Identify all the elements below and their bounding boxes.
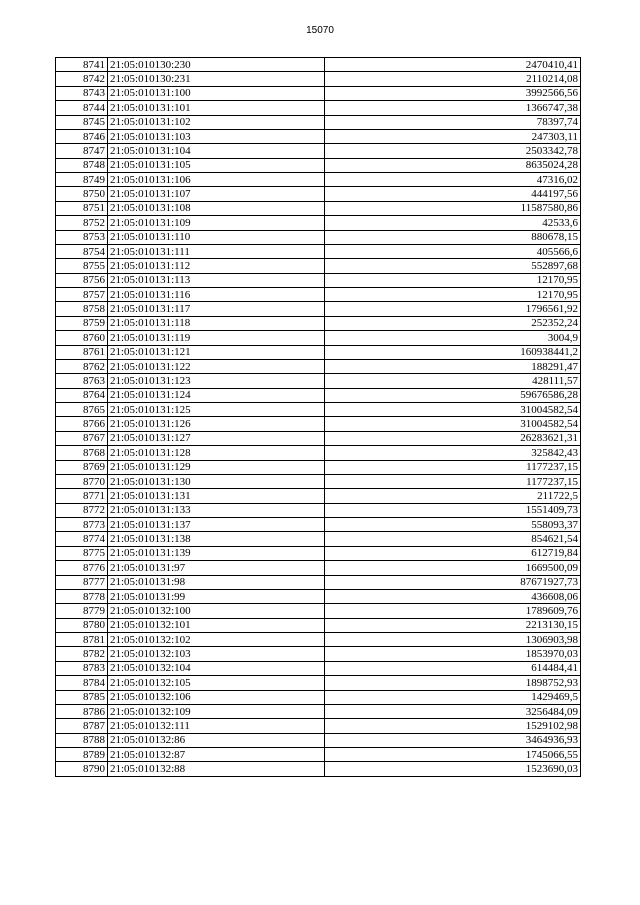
- cadastral-value-cell: 2470410,41: [325, 58, 581, 72]
- cadastral-value-cell: 1789609,76: [325, 604, 581, 618]
- row-number-cell: 8787: [56, 719, 108, 733]
- cadastral-number-cell: 21:05:010131:133: [108, 503, 325, 517]
- table-row: [56, 158, 581, 172]
- row-number-cell: 8759: [56, 316, 108, 330]
- table-row: [56, 633, 581, 647]
- cadastral-value-cell: 59676586,28: [325, 388, 581, 402]
- table-row: [56, 762, 581, 776]
- cadastral-number-cell: 21:05:010132:111: [108, 719, 325, 733]
- cadastral-number-cell: 21:05:010131:128: [108, 446, 325, 460]
- cadastral-number-cell: 21:05:010132:100: [108, 604, 325, 618]
- row-number-cell: 8776: [56, 561, 108, 575]
- cadastral-number-cell: 21:05:010131:101: [108, 101, 325, 115]
- cadastral-number-cell: 21:05:010131:98: [108, 575, 325, 589]
- table-row: [56, 446, 581, 460]
- cadastral-value-cell: 2213130,15: [325, 618, 581, 632]
- table-row: [56, 259, 581, 273]
- cadastral-value-cell: 612719,84: [325, 546, 581, 560]
- table-row: [56, 374, 581, 388]
- table-row: [56, 288, 581, 302]
- row-number-cell: 8764: [56, 388, 108, 402]
- row-number-cell: 8746: [56, 129, 108, 143]
- table-row: [56, 532, 581, 546]
- cadastral-value-cell: 11587580,86: [325, 201, 581, 215]
- cadastral-number-cell: 21:05:010131:105: [108, 158, 325, 172]
- cadastral-number-cell: 21:05:010131:131: [108, 489, 325, 503]
- row-number-cell: 8762: [56, 359, 108, 373]
- table-row: [56, 589, 581, 603]
- row-number-cell: 8743: [56, 86, 108, 100]
- cadastral-number-cell: 21:05:010131:116: [108, 288, 325, 302]
- table-row: [56, 575, 581, 589]
- cadastral-value-cell: 3004,9: [325, 331, 581, 345]
- table-row: [56, 690, 581, 704]
- cadastral-value-cell: 1551409,73: [325, 503, 581, 517]
- row-number-cell: 8781: [56, 633, 108, 647]
- cadastral-number-cell: 21:05:010131:99: [108, 589, 325, 603]
- cadastral-value-cell: 614484,41: [325, 661, 581, 675]
- row-number-cell: 8784: [56, 676, 108, 690]
- table-row: [56, 647, 581, 661]
- row-number-cell: 8760: [56, 331, 108, 345]
- row-number-cell: 8741: [56, 58, 108, 72]
- row-number-cell: 8771: [56, 489, 108, 503]
- row-number-cell: 8786: [56, 704, 108, 718]
- table-row: [56, 474, 581, 488]
- table-row: [56, 431, 581, 445]
- table-row: [56, 403, 581, 417]
- cadastral-value-cell: 160938441,2: [325, 345, 581, 359]
- cadastral-value-cell: 1745066,55: [325, 748, 581, 762]
- cadastral-number-cell: 21:05:010131:109: [108, 216, 325, 230]
- table-row: [56, 503, 581, 517]
- row-number-cell: 8749: [56, 173, 108, 187]
- table-row: [56, 101, 581, 115]
- cadastral-value-cell: 87671927,73: [325, 575, 581, 589]
- cadastral-number-cell: 21:05:010132:87: [108, 748, 325, 762]
- cadastral-number-cell: 21:05:010131:126: [108, 417, 325, 431]
- table-row: [56, 216, 581, 230]
- cadastral-value-cell: 436608,06: [325, 589, 581, 603]
- row-number-cell: 8777: [56, 575, 108, 589]
- table-row: [56, 244, 581, 258]
- table-row: [56, 86, 581, 100]
- cadastral-number-cell: 21:05:010131:112: [108, 259, 325, 273]
- row-number-cell: 8761: [56, 345, 108, 359]
- table-row: [56, 345, 581, 359]
- cadastral-number-cell: 21:05:010131:102: [108, 115, 325, 129]
- row-number-cell: 8779: [56, 604, 108, 618]
- cadastral-value-cell: 12170,95: [325, 273, 581, 287]
- row-number-cell: 8782: [56, 647, 108, 661]
- table-row: [56, 302, 581, 316]
- cadastral-value-cell: 247303,11: [325, 129, 581, 143]
- cadastral-number-cell: 21:05:010131:97: [108, 561, 325, 575]
- row-number-cell: 8767: [56, 431, 108, 445]
- cadastral-number-cell: 21:05:010131:108: [108, 201, 325, 215]
- cadastral-number-cell: 21:05:010132:106: [108, 690, 325, 704]
- cadastral-value-cell: 12170,95: [325, 288, 581, 302]
- table-row: [56, 273, 581, 287]
- table-row: [56, 489, 581, 503]
- cadastral-value-cell: 1306903,98: [325, 633, 581, 647]
- cadastral-value-cell: 1796561,92: [325, 302, 581, 316]
- cadastral-number-cell: 21:05:010131:125: [108, 403, 325, 417]
- row-number-cell: 8754: [56, 244, 108, 258]
- cadastral-value-cell: 211722,5: [325, 489, 581, 503]
- row-number-cell: 8775: [56, 546, 108, 560]
- cadastral-number-cell: 21:05:010131:121: [108, 345, 325, 359]
- table-row: [56, 661, 581, 675]
- page-number: 15070: [306, 25, 334, 36]
- table-row: [56, 618, 581, 632]
- cadastral-number-cell: 21:05:010131:130: [108, 474, 325, 488]
- cadastral-number-cell: 21:05:010131:137: [108, 518, 325, 532]
- table-row: [56, 187, 581, 201]
- row-number-cell: 8770: [56, 474, 108, 488]
- row-number-cell: 8778: [56, 589, 108, 603]
- row-number-cell: 8774: [56, 532, 108, 546]
- table-row: [56, 733, 581, 747]
- cadastral-number-cell: 21:05:010132:105: [108, 676, 325, 690]
- cadastral-number-cell: 21:05:010132:86: [108, 733, 325, 747]
- cadastral-value-cell: 325842,43: [325, 446, 581, 460]
- table-row: [56, 201, 581, 215]
- table-row: [56, 719, 581, 733]
- cadastral-number-cell: 21:05:010131:100: [108, 86, 325, 100]
- cadastral-number-cell: 21:05:010132:101: [108, 618, 325, 632]
- cadastral-value-cell: 31004582,54: [325, 403, 581, 417]
- table-row: [56, 331, 581, 345]
- cadastral-value-cell: 31004582,54: [325, 417, 581, 431]
- cadastral-value-cell: 1177237,15: [325, 460, 581, 474]
- cadastral-value-table: [55, 57, 581, 777]
- cadastral-value-cell: 1529102,98: [325, 719, 581, 733]
- cadastral-value-cell: 3464936,93: [325, 733, 581, 747]
- cadastral-number-cell: 21:05:010131:110: [108, 230, 325, 244]
- cadastral-value-cell: 252352,24: [325, 316, 581, 330]
- cadastral-number-cell: 21:05:010132:104: [108, 661, 325, 675]
- table-row: [56, 58, 581, 72]
- row-number-cell: 8769: [56, 460, 108, 474]
- cadastral-number-cell: 21:05:010131:113: [108, 273, 325, 287]
- cadastral-value-cell: 2110214,08: [325, 72, 581, 86]
- cadastral-number-cell: 21:05:010132:102: [108, 633, 325, 647]
- row-number-cell: 8756: [56, 273, 108, 287]
- row-number-cell: 8783: [56, 661, 108, 675]
- cadastral-value-cell: 3992566,56: [325, 86, 581, 100]
- table-row: [56, 460, 581, 474]
- row-number-cell: 8748: [56, 158, 108, 172]
- row-number-cell: 8768: [56, 446, 108, 460]
- cadastral-value-cell: 552897,68: [325, 259, 581, 273]
- cadastral-number-cell: 21:05:010131:118: [108, 316, 325, 330]
- cadastral-number-cell: 21:05:010132:88: [108, 762, 325, 776]
- row-number-cell: 8765: [56, 403, 108, 417]
- cadastral-number-cell: 21:05:010130:231: [108, 72, 325, 86]
- cadastral-number-cell: 21:05:010131:129: [108, 460, 325, 474]
- table-row: [56, 115, 581, 129]
- cadastral-number-cell: 21:05:010131:103: [108, 129, 325, 143]
- cadastral-value-cell: 42533,6: [325, 216, 581, 230]
- cadastral-value-cell: 8635024,28: [325, 158, 581, 172]
- cadastral-number-cell: 21:05:010130:230: [108, 58, 325, 72]
- cadastral-value-cell: 558093,37: [325, 518, 581, 532]
- row-number-cell: 8742: [56, 72, 108, 86]
- row-number-cell: 8750: [56, 187, 108, 201]
- row-number-cell: 8773: [56, 518, 108, 532]
- cadastral-value-cell: 188291,47: [325, 359, 581, 373]
- cadastral-value-cell: 444197,56: [325, 187, 581, 201]
- table-row: [56, 417, 581, 431]
- row-number-cell: 8790: [56, 762, 108, 776]
- cadastral-value-cell: 880678,15: [325, 230, 581, 244]
- cadastral-number-cell: 21:05:010131:119: [108, 331, 325, 345]
- row-number-cell: 8772: [56, 503, 108, 517]
- cadastral-number-cell: 21:05:010132:103: [108, 647, 325, 661]
- row-number-cell: 8751: [56, 201, 108, 215]
- row-number-cell: 8780: [56, 618, 108, 632]
- cadastral-value-cell: 1898752,93: [325, 676, 581, 690]
- cadastral-value-cell: 428111,57: [325, 374, 581, 388]
- table-row: [56, 129, 581, 143]
- row-number-cell: 8785: [56, 690, 108, 704]
- table-row: [56, 359, 581, 373]
- table-row: [56, 604, 581, 618]
- cadastral-value-cell: 26283621,31: [325, 431, 581, 445]
- row-number-cell: 8789: [56, 748, 108, 762]
- cadastral-number-cell: 21:05:010131:122: [108, 359, 325, 373]
- cadastral-value-cell: 1853970,03: [325, 647, 581, 661]
- cadastral-value-cell: 3256484,09: [325, 704, 581, 718]
- cadastral-number-cell: 21:05:010131:117: [108, 302, 325, 316]
- cadastral-value-cell: 1669500,09: [325, 561, 581, 575]
- table-row: [56, 748, 581, 762]
- row-number-cell: 8758: [56, 302, 108, 316]
- table-row: [56, 316, 581, 330]
- row-number-cell: 8757: [56, 288, 108, 302]
- table-row: [56, 518, 581, 532]
- row-number-cell: 8755: [56, 259, 108, 273]
- cadastral-value-cell: 78397,74: [325, 115, 581, 129]
- cadastral-value-cell: 1523690,03: [325, 762, 581, 776]
- cadastral-number-cell: 21:05:010131:124: [108, 388, 325, 402]
- table-row: [56, 388, 581, 402]
- table-row: [56, 546, 581, 560]
- row-number-cell: 8753: [56, 230, 108, 244]
- row-number-cell: 8788: [56, 733, 108, 747]
- row-number-cell: 8763: [56, 374, 108, 388]
- cadastral-value-cell: 2503342,78: [325, 144, 581, 158]
- cadastral-number-cell: 21:05:010131:127: [108, 431, 325, 445]
- cadastral-number-cell: 21:05:010131:106: [108, 173, 325, 187]
- row-number-cell: 8752: [56, 216, 108, 230]
- cadastral-number-cell: 21:05:010131:107: [108, 187, 325, 201]
- cadastral-number-cell: 21:05:010132:109: [108, 704, 325, 718]
- table-row: [56, 561, 581, 575]
- cadastral-value-cell: 1366747,38: [325, 101, 581, 115]
- table-body: [56, 58, 581, 777]
- cadastral-value-cell: 854621,54: [325, 532, 581, 546]
- cadastral-number-cell: 21:05:010131:104: [108, 144, 325, 158]
- table-row: [56, 173, 581, 187]
- cadastral-value-cell: 405566,6: [325, 244, 581, 258]
- cadastral-number-cell: 21:05:010131:123: [108, 374, 325, 388]
- row-number-cell: 8766: [56, 417, 108, 431]
- cadastral-value-cell: 1429469,5: [325, 690, 581, 704]
- cadastral-value-cell: 47316,02: [325, 173, 581, 187]
- cadastral-value-cell: 1177237,15: [325, 474, 581, 488]
- table-row: [56, 144, 581, 158]
- table-row: [56, 676, 581, 690]
- row-number-cell: 8745: [56, 115, 108, 129]
- cadastral-number-cell: 21:05:010131:139: [108, 546, 325, 560]
- row-number-cell: 8744: [56, 101, 108, 115]
- cadastral-number-cell: 21:05:010131:111: [108, 244, 325, 258]
- table-row: [56, 230, 581, 244]
- table-row: [56, 72, 581, 86]
- cadastral-number-cell: 21:05:010131:138: [108, 532, 325, 546]
- table-row: [56, 704, 581, 718]
- row-number-cell: 8747: [56, 144, 108, 158]
